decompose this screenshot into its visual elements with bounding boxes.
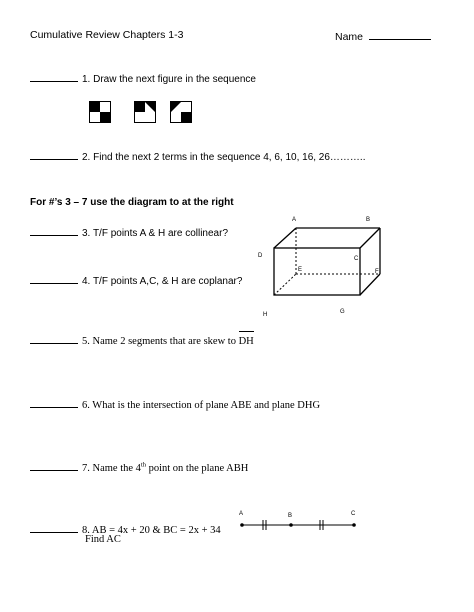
sequence-figure-3 bbox=[170, 101, 192, 123]
question-1-text: 1. Draw the next figure in the sequence bbox=[82, 74, 256, 85]
label-H: H bbox=[263, 312, 268, 318]
name-label: Name bbox=[335, 31, 364, 43]
question-1 bbox=[30, 71, 256, 85]
question-8 bbox=[30, 522, 221, 536]
answer-blank-5[interactable] bbox=[30, 333, 78, 344]
label-B: B bbox=[366, 217, 371, 223]
segment-label-B: B bbox=[288, 513, 293, 519]
edge-DA bbox=[274, 228, 296, 248]
section-heading: For #’s 3 – 7 use the diagram to at the right bbox=[30, 197, 234, 208]
label-C: C bbox=[354, 256, 359, 262]
question-7-text-a: 7. Name the 4 bbox=[82, 463, 141, 474]
answer-blank-4[interactable] bbox=[30, 273, 78, 284]
question-2 bbox=[30, 149, 366, 163]
name-field[interactable] bbox=[335, 29, 431, 43]
question-3-text: 3. T/F points A & H are collinear? bbox=[82, 228, 229, 239]
answer-blank-2[interactable] bbox=[30, 149, 78, 160]
segment-label-C: C bbox=[351, 511, 356, 517]
question-7-superscript: th bbox=[140, 461, 146, 469]
label-F: F bbox=[375, 269, 379, 275]
question-4-text: 4. T/F points A,C, & H are coplanar? bbox=[82, 276, 243, 287]
segment-diagram bbox=[234, 505, 364, 535]
question-7-text-b: point on the plane ABH bbox=[145, 463, 249, 474]
answer-blank-1[interactable] bbox=[30, 71, 78, 82]
sequence-figure-1 bbox=[89, 101, 111, 123]
question-7 bbox=[30, 460, 248, 474]
label-E: E bbox=[298, 267, 303, 273]
question-6 bbox=[30, 397, 320, 411]
answer-blank-3[interactable] bbox=[30, 225, 78, 236]
question-4 bbox=[30, 273, 242, 287]
question-3 bbox=[30, 225, 228, 239]
question-5 bbox=[30, 333, 254, 347]
question-6-text: 6. What is the intersection of plane ABE and plane DHG bbox=[82, 400, 321, 411]
question-2-text: 2. Find the next 2 terms in the sequence 4, 6, 10, 16, 26……….. bbox=[82, 152, 366, 163]
sequence-figure-2 bbox=[134, 101, 156, 123]
question-8-find: Find AC bbox=[85, 534, 121, 545]
answer-blank-7[interactable] bbox=[30, 460, 78, 471]
label-A: A bbox=[292, 217, 297, 223]
edge-CB bbox=[360, 228, 380, 248]
point-C bbox=[352, 523, 356, 527]
point-B bbox=[289, 523, 293, 527]
worksheet-title: Cumulative Review Chapters 1-3 bbox=[30, 29, 184, 41]
question-5-text: 5. Name 2 segments that are skew to bbox=[82, 336, 239, 347]
label-G: G bbox=[340, 309, 345, 315]
name-blank[interactable] bbox=[369, 29, 431, 40]
segment-label-A: A bbox=[239, 511, 244, 517]
segment-DH: DH bbox=[238, 336, 254, 347]
answer-blank-6[interactable] bbox=[30, 397, 78, 408]
edge-GF bbox=[360, 274, 380, 295]
point-A bbox=[240, 523, 244, 527]
label-D: D bbox=[258, 253, 263, 259]
question-8-text: 8. AB = 4x + 20 & BC = 2x + 34 bbox=[82, 525, 221, 536]
rectangular-prism-diagram bbox=[250, 208, 400, 320]
prism-front-face bbox=[274, 248, 360, 295]
answer-blank-8[interactable] bbox=[30, 522, 78, 533]
hidden-edge-HE bbox=[274, 274, 296, 295]
